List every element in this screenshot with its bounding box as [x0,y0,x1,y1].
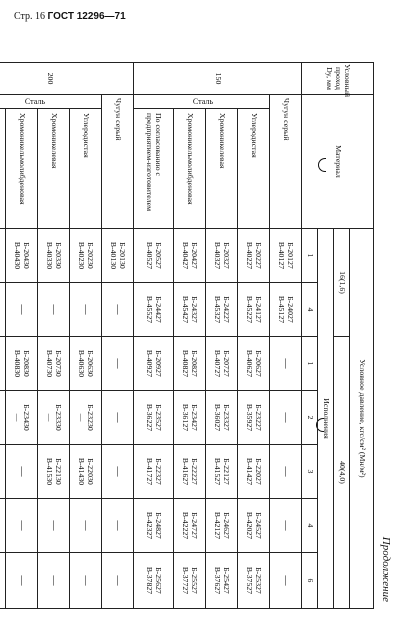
dash-cell: — [102,283,134,337]
dash-cell [0,283,6,337]
code-cell: Б-20130 В-40130 [102,229,134,283]
code-cell: Б-20127 В-40127 [270,229,302,283]
code-cell: Б-20730 В-40730 [38,337,70,391]
dash-cell: — [6,499,38,553]
dash-cell: — [6,445,38,499]
code-cell: Б-25627 В-37827 [134,553,174,609]
code-cell: Б-20627 В-40627 [238,337,270,391]
header-p16: 16(1,6) [334,229,350,337]
variant-number: 4 [302,499,318,553]
dash-cell: — [38,553,70,609]
code-cell: Б-23427 В-36127 [174,391,206,445]
code-cell: Б-22227 В-41627 [174,445,206,499]
variant-number: 4 [302,283,318,337]
variant-number: 3 [302,445,318,499]
dash-cell: — [102,553,134,609]
code-cell: Б-24827 В-42327 [134,499,174,553]
code-cell: Б-20630 В-40630 [70,337,102,391]
table-row [70,63,102,609]
dash-cell [0,553,6,609]
code-cell: Б-20727 В-40727 [206,337,238,391]
gost-table [0,62,374,609]
dash-cell: — [70,553,102,609]
table-row [102,63,134,609]
material-cell: Хромоникелевая [38,109,70,229]
page-header [14,11,126,22]
dash-cell: — [270,553,302,609]
table-row [6,63,38,609]
table-row [206,63,238,609]
variant-number: 1 [302,229,318,283]
code-cell: Б-23230 — [70,391,102,445]
code-cell: Б-20327 В-40327 [206,229,238,283]
table-row [238,63,270,609]
code-cell: Б-23330 — [38,391,70,445]
code-cell: Б-22130 В-41530 [38,445,70,499]
dash-cell: — [102,337,134,391]
code-cell [0,337,6,391]
code-cell: Б-20227 В-40227 [238,229,270,283]
dash-cell: — [270,445,302,499]
code-cell: Б-24227 В-45327 [206,283,238,337]
material-cell: Углеродистая [238,109,270,229]
table-row [38,63,70,609]
code-cell: Б-25427 В-37627 [206,553,238,609]
variant-number: 6 [302,553,318,609]
steel-label-text: Сталь [192,96,214,106]
code-cell: Б-24027 В-45127 [270,283,302,337]
code-cell: Б-20330 В-40330 [38,229,70,283]
code-cell: Б-20230 В-40230 [70,229,102,283]
material-cell: Чугун серый [270,95,302,229]
code-cell: Б-20827 В-40827 [174,337,206,391]
dash-cell: — [6,283,38,337]
dash-cell: — [270,499,302,553]
header-p40: 40(4,0) [334,337,350,609]
dash-cell: — [6,553,38,609]
table-row [134,63,174,609]
code-cell: Б-24727 В-42227 [174,499,206,553]
code-cell: Б-24327 В-45427 [174,283,206,337]
code-cell: Б-20927 В-40927 [134,337,174,391]
code-cell: Б-20427 В-40427 [174,229,206,283]
code-cell: Б-23430 — [6,391,38,445]
dash-cell: — [38,499,70,553]
table-row [270,63,302,609]
code-cell [0,445,6,499]
code-cell [0,391,6,445]
header-variants: Исполнения [318,229,334,609]
code-cell: Б-22030 В-41430 [70,445,102,499]
dash-cell [0,499,6,553]
material-cell: Чугун серый [102,95,134,229]
code-cell [0,229,6,283]
dash-cell: — [270,391,302,445]
code-cell: Б-25527 В-37727 [174,553,206,609]
code-cell: Б-22027 В-41427 [238,445,270,499]
dash-cell: — [102,391,134,445]
steel-group-label [134,95,270,109]
header-pressure: Условное давление, кгс/см² (Мн/м²) [350,229,374,609]
continuation-label: Продолжение [380,536,392,602]
dash-cell: — [270,337,302,391]
code-cell: Б-23327 В-36027 [206,391,238,445]
table-row [174,63,206,609]
dash-cell: — [38,283,70,337]
material-cell: Хромоникельмолибденовая [174,109,206,229]
code-cell: Б-20527 В-40527 [134,229,174,283]
header-dn: Условный проход Dy, мм [302,63,374,95]
code-cell: Б-24527 В-42027 [238,499,270,553]
code-cell: Б-24627 В-42127 [206,499,238,553]
page-number: Стр. 16 [14,11,46,22]
dash-cell: — [70,283,102,337]
dn-value: 150 [134,63,302,95]
header-material: Материал [302,95,374,229]
dash-cell: — [102,499,134,553]
steel-label-text: Сталь [24,96,46,106]
code-cell: Б-23527 В-36227 [134,391,174,445]
material-cell: Углеродистая [70,109,102,229]
variant-number: 1 [302,337,318,391]
code-cell: Б-22327 В-41727 [134,445,174,499]
code-cell: Б-23227 В-35927 [238,391,270,445]
code-cell: Б-22127 В-41527 [206,445,238,499]
material-cell [0,109,6,229]
table-row [0,63,6,609]
code-cell: Б-20830 В-40830 [6,337,38,391]
dash-cell: — [70,499,102,553]
material-cell: Хромоникельмолибденовая [6,109,38,229]
rotated-table-block [13,62,392,608]
variant-number: 2 [302,391,318,445]
code-cell: Б-24127 В-45227 [238,283,270,337]
dn-value: 200 [0,63,134,95]
standard-title: ГОСТ 12296—71 [47,11,126,22]
code-cell: Б-25327 В-37527 [238,553,270,609]
material-cell: Хромоникелевая [206,109,238,229]
code-cell: Б-20430 В-40430 [6,229,38,283]
material-cell: По согласованию с предприятием-изготовителем [134,109,174,229]
dash-cell: — [102,445,134,499]
code-cell: Б-24427 В-45527 [134,283,174,337]
steel-group-label [0,95,102,109]
